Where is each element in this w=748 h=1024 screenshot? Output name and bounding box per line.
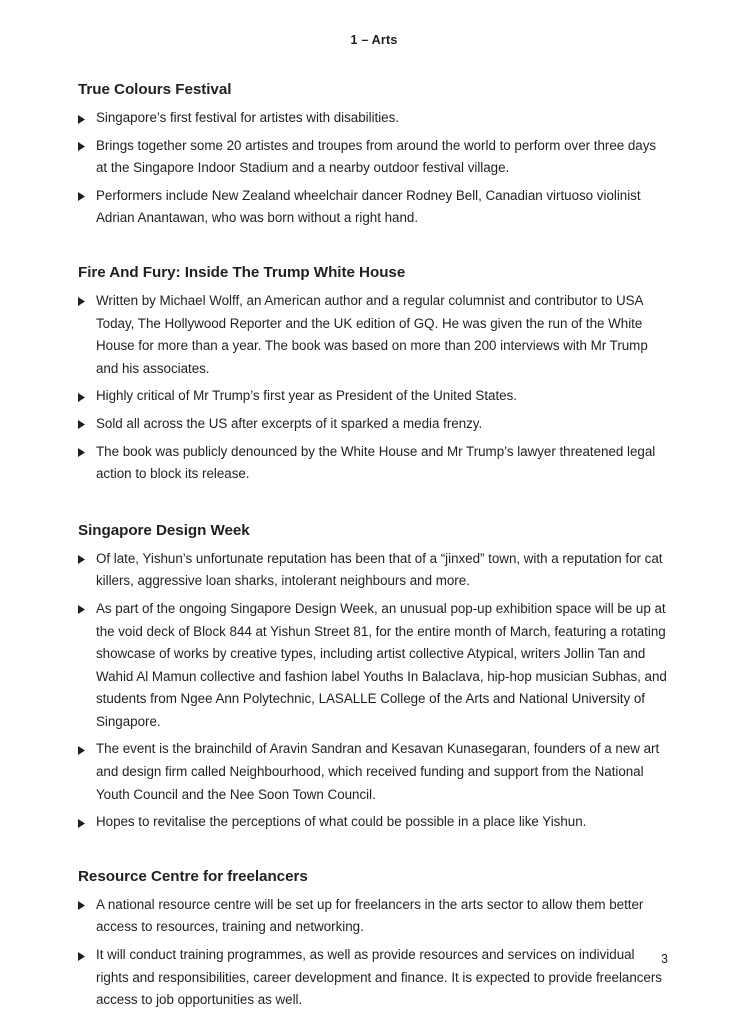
bullet-list — [78, 107, 670, 230]
content-section — [78, 263, 670, 486]
bullet-item — [78, 413, 670, 436]
bullet-text: Sold all across the US after excerpts of it sparked a media frenzy. — [96, 415, 483, 431]
bullet-text: It will conduct training programmes, as well as provide resources and services on individual rights and responsibilities, career development and finance. It is expected to provide freelancers access to job opportunities as well. — [96, 947, 662, 1008]
document-body — [78, 80, 670, 1012]
bullet-text: The book was publicly denounced by the White House and Mr Trump’s lawyer threatened legal action to block its release. — [96, 443, 656, 482]
section-heading: Singapore Design Week — [78, 521, 250, 539]
bullet-text: Brings together some 20 artistes and troupes from around the world to perform over three days at the Singapore Indoor Stadium and a nearby outdoor festival village. — [96, 137, 657, 176]
bullet-item — [78, 185, 670, 230]
bullet-text: Performers include New Zealand wheelchair dancer Rodney Bell, Canadian virtuoso violinist Adrian Anantawan, who was born without a right hand. — [96, 187, 641, 226]
bullet-text: Of late, Yishun’s unfortunate reputation has been that of a “jinxed” town, with a reputation for cat killers, aggressive loan sharks, intolerant neighbours and more. — [96, 550, 663, 589]
section-heading: True Colours Festival — [78, 81, 232, 98]
triangle-right-icon — [78, 441, 90, 458]
bullet-item — [78, 548, 670, 593]
triangle-right-icon — [78, 738, 90, 755]
bullet-list — [78, 548, 670, 834]
triangle-right-icon — [78, 135, 90, 152]
triangle-right-icon — [78, 107, 90, 124]
triangle-right-icon — [78, 811, 90, 828]
bullet-item — [78, 598, 670, 734]
bullet-text: The event is the brainchild of Aravin Sandran and Kesavan Kunasegaran, founders of a new art and design firm called Neighbourhood, which received funding and support from the National Youth Council and the Nee Soon Town Council. — [96, 741, 660, 802]
content-section — [78, 521, 670, 834]
triangle-right-icon — [78, 413, 90, 430]
content-section — [78, 867, 670, 1012]
bullet-list — [78, 290, 670, 486]
content-section — [78, 80, 670, 230]
bullet-text: Singapore’s first festival for artistes with disabilities. — [96, 110, 399, 125]
bullet-text: Highly critical of Mr Trump’s first year as President of the United States. — [96, 388, 517, 404]
triangle-right-icon — [78, 385, 90, 402]
section-heading: Fire And Fury: Inside The Trump White House — [78, 263, 406, 281]
bullet-item — [78, 811, 670, 834]
triangle-right-icon — [78, 290, 90, 307]
bullet-item — [78, 738, 670, 806]
triangle-right-icon — [78, 185, 90, 202]
bullet-item — [78, 107, 670, 130]
page-number: 3 — [661, 952, 668, 966]
triangle-right-icon — [78, 598, 90, 615]
bullet-item — [78, 385, 670, 408]
triangle-right-icon — [78, 548, 90, 565]
bullet-item — [78, 441, 670, 486]
bullet-item — [78, 290, 670, 380]
bullet-text: A national resource centre will be set up for freelancers in the arts sector to allow them better access to resources, training and networking. — [96, 896, 644, 935]
bullet-text: Hopes to revitalise the perceptions of what could be possible in a place like Yishun. — [96, 814, 587, 830]
bullet-item — [78, 894, 670, 939]
bullet-text: Written by Michael Wolff, an American author and a regular columnist and contributor to USA Today, The Hollywood Reporter and the UK edition of GQ. He was given the run of the White House for more than a year. The book was based on more than 200 interviews with Mr Trump and his associates. — [96, 292, 648, 376]
bullet-text: As part of the ongoing Singapore Design Week, an unusual pop-up exhibition space will be up at the void deck of Block 844 at Yishun Street 81, for the entire month of March, featuring a rotating showcase of works by creative types, including artist collective Atypical, writers Jollin Tan and Wahid Al Mamun collective and fashion label Youths In Balaclava, hip-hop musician Subhas, and students from Ngee Ann Polytechnic, LASALLE College of the Arts and National University of Singapore. — [96, 600, 667, 729]
bullet-item — [78, 135, 670, 180]
page-header: 1 – Arts — [350, 33, 398, 47]
section-heading: Resource Centre for freelancers — [78, 867, 308, 885]
triangle-right-icon — [78, 894, 90, 911]
